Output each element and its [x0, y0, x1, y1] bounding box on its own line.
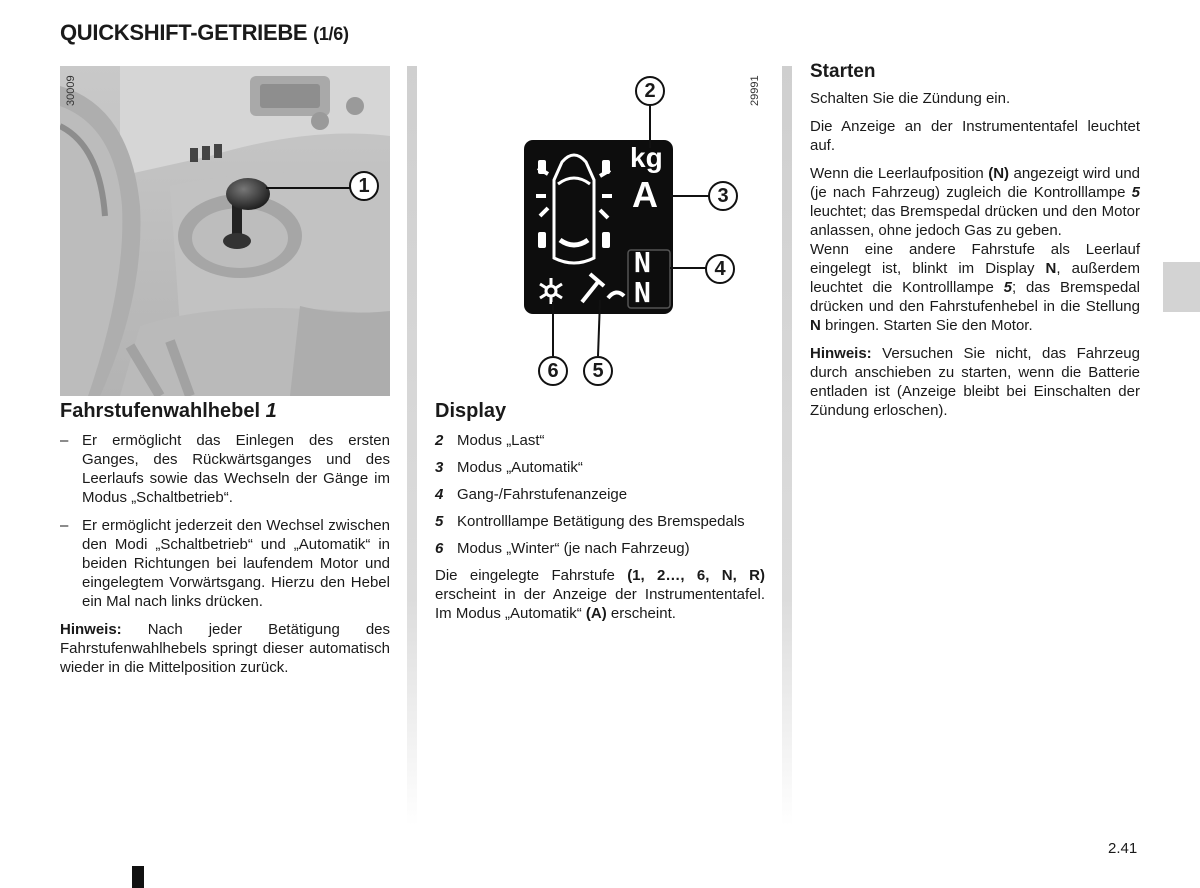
item-number: 6 [435, 540, 444, 557]
display-mode-letter: A [632, 174, 658, 215]
section-tab [1163, 262, 1200, 312]
left-column [60, 402, 390, 686]
note-text: Versuchen Sie nicht, das Fahrzeug durch anschieben zu starten, wenn die Batterie entladen ist (Anzeige bleibt bei Einschalten der Zündung erloschen). [810, 345, 1140, 419]
display-paragraph [435, 566, 765, 623]
note-text: Nach jeder Betätigung des Fahrstufenwahlhebels springt dieser automatisch wieder in die Mittelposition zurück. [60, 621, 390, 676]
para-bold: (A) [585, 605, 607, 622]
para-bold-italic: 5 [1003, 279, 1012, 296]
column-divider-right [782, 66, 792, 826]
para-part: , außerdem leuchtet die Kontrolllampe [810, 260, 1140, 296]
item-text: Kontrolllampe Betätigung des Bremspedals [457, 513, 745, 530]
corner-mark [132, 866, 144, 888]
item-text: Gang-/Fahrstufenanzeige [457, 486, 628, 503]
para-bold-italic: 5 [1131, 184, 1140, 201]
callout-6 [538, 356, 568, 386]
callout-2-label: 2 [644, 80, 656, 102]
item-text: Modus „Automatik“ [457, 459, 583, 476]
page-title-part: (1/6) [313, 24, 349, 44]
display-callout-lines [520, 70, 750, 390]
list-item [435, 431, 765, 450]
note-label: Hinweis: [60, 621, 122, 638]
bullet-dash: – [60, 432, 69, 449]
callout-6-label: 6 [547, 360, 559, 382]
display-heading: Display [435, 400, 507, 422]
para-part: erscheint in der Anzeige der Instrumententafel. Im Modus „Automatik“ [435, 586, 765, 622]
list-item [60, 516, 390, 611]
para-part: angezeigt wird und (je nach Fahrzeug) zugleich die Kontrolllampe [810, 165, 1140, 201]
item-text: Modus „Last“ [457, 432, 545, 449]
item-text: Modus „Winter“ (je nach Fahrzeug) [457, 540, 690, 557]
image-reference-left: 30009 [65, 75, 77, 106]
para-bold: N [1045, 260, 1057, 277]
list-item [435, 485, 765, 504]
list-item [60, 431, 390, 507]
gear-lever-photo [60, 66, 390, 396]
item-number: 3 [435, 459, 444, 476]
image-reference-middle: 29991 [749, 75, 761, 106]
display-gear-bottom: N [634, 276, 651, 309]
page-title [60, 20, 349, 46]
para-part: leuchtet; das Bremspedal drücken und den Motor anlassen, ohne jedoch Gas zu geben. [810, 203, 1140, 239]
bullet-dash: – [60, 517, 69, 534]
lever-heading [60, 402, 390, 421]
para-part: erscheint. [606, 605, 676, 622]
starting-heading: Starten [810, 61, 876, 82]
right-paragraph [810, 164, 1140, 240]
note-label: Hinweis: [810, 345, 872, 362]
right-paragraph [810, 240, 1140, 335]
item-number: 2 [435, 432, 444, 449]
page-title-text: QUICKSHIFT-GETRIEBE [60, 20, 308, 45]
list-item [435, 539, 765, 558]
right-paragraph: Schalten Sie die Zündung ein. [810, 90, 1011, 107]
middle-column [435, 402, 765, 632]
bullet-text: Er ermöglicht das Einlegen des ersten Ganges, des Rückwärtsganges und des Leerlaufs sowie das Wechseln der Gänge im Modus „Schaltbetrieb“. [82, 432, 390, 506]
callout-1 [349, 171, 379, 201]
list-item [435, 458, 765, 477]
para-part: Die eingelegte Fahrstufe [435, 567, 628, 584]
item-number: 5 [435, 513, 444, 530]
lever-heading-text: Fahrstufenwahlhebel [60, 400, 266, 422]
right-column [810, 62, 1140, 429]
lever-note [60, 620, 390, 677]
right-paragraph: Die Anzeige an der Instrumententafel leuchtet auf. [810, 118, 1140, 154]
display-kg: kg [630, 142, 663, 173]
callout-3-label: 3 [717, 185, 729, 207]
callout-3 [708, 181, 738, 211]
para-part: ; das Bremspedal drücken und den Fahrstufenhebel in die Stellung [810, 279, 1140, 315]
bullet-text: Er ermöglicht jederzeit den Wechsel zwischen den Modi „Schaltbetrieb“ und „Automatik“ in beiden Richtungen bei laufendem Motor und eingelegtem Vorwärtsgang. Hierzu den Hebel ein Mal nach links drücken. [82, 517, 390, 610]
page-number: 2.41 [1108, 840, 1138, 857]
callout-5 [583, 356, 613, 386]
gear-lever-illustration [60, 66, 390, 396]
para-bold: N [810, 317, 821, 334]
para-part: Wenn die Leerlaufposition [810, 165, 989, 182]
column-divider-left [407, 66, 417, 826]
starting-note [810, 344, 1140, 420]
callout-4-label: 4 [714, 258, 726, 280]
lever-heading-num: 1 [265, 400, 277, 422]
para-part: bringen. Starten Sie den Motor. [820, 317, 1033, 334]
para-bold: (N) [988, 165, 1010, 182]
display-gear-top: N [634, 246, 651, 279]
callout-1-label: 1 [358, 175, 370, 197]
para-bold: (1, 2…, 6, N, R) [627, 567, 765, 584]
list-item [435, 512, 765, 531]
callout-2 [635, 76, 665, 106]
item-number: 4 [435, 486, 444, 503]
para-part: Wenn eine andere Fahrstufe als Leerlauf eingelegt ist, blinkt im Display [810, 241, 1140, 277]
callout-5-label: 5 [592, 360, 604, 382]
callout-4 [705, 254, 735, 284]
